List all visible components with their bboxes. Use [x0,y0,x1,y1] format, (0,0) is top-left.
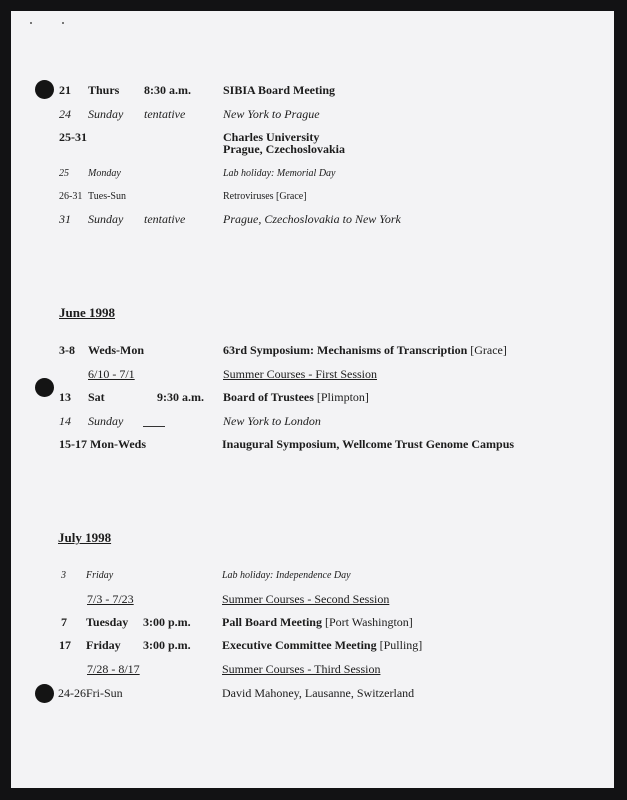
event: Summer Courses - Third Session [222,662,381,676]
date-range: 7/3 - 7/23 [87,592,134,606]
month-heading-july: July 1998 [58,530,112,545]
event [222,638,422,652]
weekday: Thurs [88,83,120,97]
event-location: Prague, Czechoslovakia [223,142,345,156]
day: 17 [59,638,71,652]
event [222,615,413,629]
day: 24-26 [58,686,86,700]
event: Charles University [223,130,320,144]
time: 9:30 a.m. [157,390,204,404]
weekday: Sunday [88,107,124,121]
time: 8:30 a.m. [144,83,191,97]
event-title: Pall Board Meeting [222,615,322,629]
tentative-note: tentative [144,107,186,121]
event [223,390,369,404]
attendee: [Port Washington] [324,615,413,629]
event: Lab holiday: Independence Day [222,570,351,581]
event-title: 63rd Symposium: Mechanisms of Transcription [223,343,468,357]
punch-hole-middle [35,378,54,397]
weekday: Tues-Sun [88,191,126,202]
day: 31 [59,212,71,226]
event: Lab holiday: Memorial Day [223,168,336,179]
weekday: Sat [88,390,105,404]
day: 13 [59,390,71,404]
punch-hole-top [35,80,54,99]
event: SIBIA Board Meeting [223,83,336,97]
punch-hole-bottom [35,684,54,703]
weekday: Tuesday [86,615,129,629]
day: 3-8 [59,343,75,357]
day: 26-31 [59,191,83,202]
attendee: [Pulling] [379,638,423,652]
event: Inaugural Symposium, Wellcome Trust Genome Campus [222,437,515,451]
event: New York to London [223,414,321,428]
day: 14 [59,414,71,428]
day: 7 [61,615,67,629]
page-speck [30,22,32,24]
tentative-note: tentative [144,212,186,226]
day: 15-17 [59,437,87,451]
day: 21 [59,83,71,97]
attendee: [Grace] [470,343,507,357]
day: 25 [59,168,69,179]
event [223,343,507,357]
weekday: Weds-Mon [88,343,145,357]
day: 3 [61,570,66,581]
event: New York to Prague [223,107,320,121]
day: 24 [59,107,71,121]
event: Summer Courses - Second Session [222,592,390,606]
event-title: Board of Trustees [223,390,314,404]
page-speck [62,22,64,24]
weekday: Monday [88,168,121,179]
date-range: 7/28 - 8/17 [87,662,140,676]
weekday: Sunday [88,414,124,428]
attendee: [Grace] [276,191,307,202]
event-title: Executive Committee Meeting [222,638,377,652]
weekday: Fri-Sun [86,686,123,700]
weekday: Friday [86,638,121,652]
event: Prague, Czechoslovakia to New York [223,212,401,226]
event [223,190,307,204]
time: 3:00 p.m. [143,615,191,629]
event-title: Retroviruses [223,191,274,202]
time: 3:00 p.m. [143,638,191,652]
attendee: [Plimpton] [316,390,369,404]
event: Summer Courses - First Session [223,367,378,381]
date-range: 6/10 - 7/1 [88,367,135,381]
blank-line [143,426,165,427]
weekday: Sunday [88,212,124,226]
event: David Mahoney, Lausanne, Switzerland [222,686,415,700]
weekday: Mon-Weds [90,437,147,451]
day: 25-31 [59,130,87,144]
weekday: Friday [86,570,114,581]
month-heading-june: June 1998 [59,305,115,320]
